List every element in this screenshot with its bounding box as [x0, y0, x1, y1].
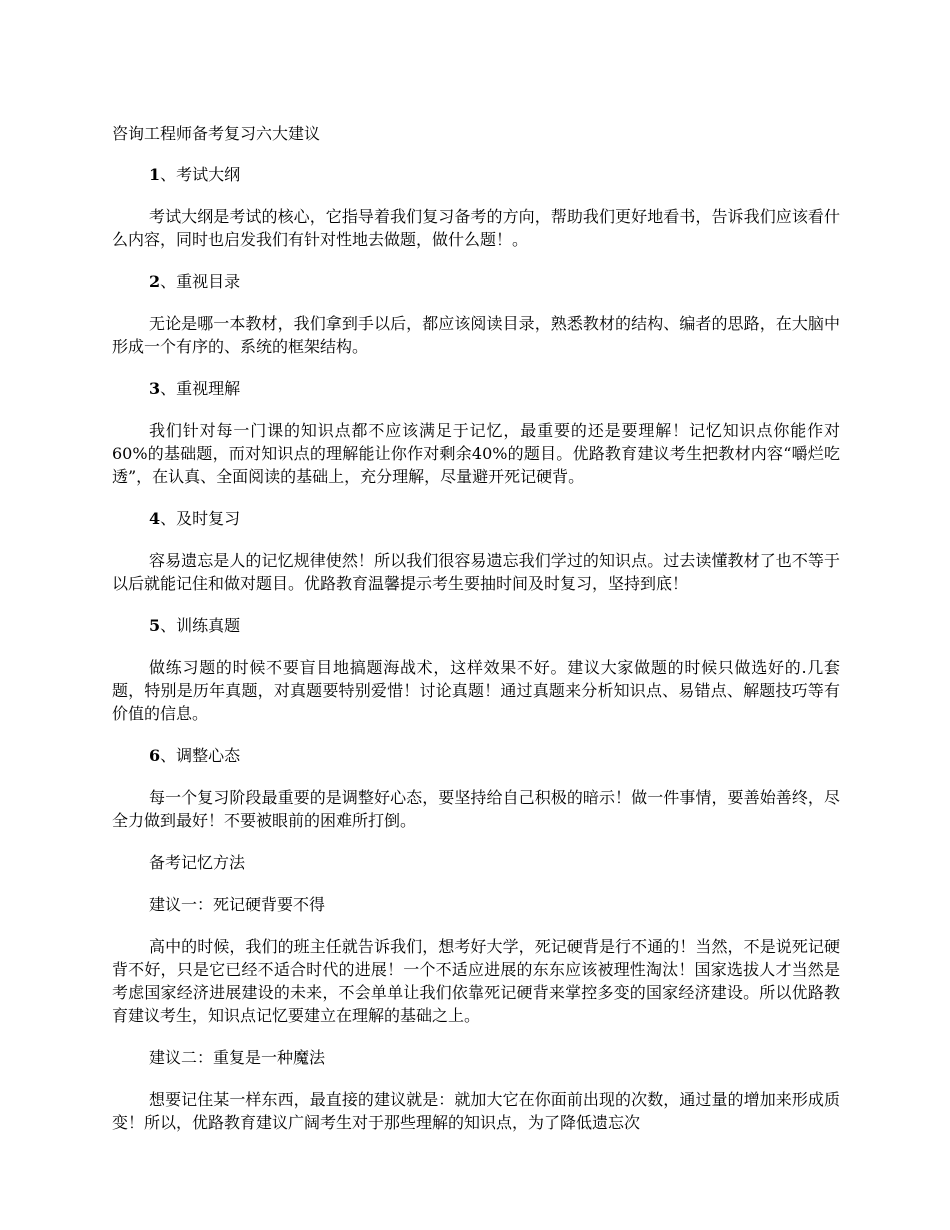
section-heading-text: 、重视理解	[160, 379, 241, 398]
section-body-2: 无论是哪一本教材，我们拿到手以后，都应该阅读目录，熟悉教材的结构、编者的思路，在大脑中形成一个有序的、系统的框架结构。	[112, 314, 840, 356]
section-number: 1	[149, 165, 161, 184]
section-number: 2	[149, 272, 161, 291]
section-heading-text: 、及时复习	[160, 509, 241, 528]
section-heading-text: 、考试大纲	[160, 165, 241, 184]
section-body-6: 每一个复习阶段最重要的是调整好心态，要坚持给自己积极的暗示！做一件事情，要善始善终，尽全力做到最好！不要被眼前的困难所打倒。	[112, 788, 840, 830]
suggestion-heading-2: 建议二：重复是一种魔法	[149, 1048, 326, 1067]
suggestion-body-2: 想要记住某一样东西，最直接的建议就是：就加大它在你面前出现的次数，通过量的增加来形成质变！所以，优路教育建议广阔考生对于那些理解的知识点，为了降低遗忘次	[112, 1090, 840, 1132]
section-heading-2	[112, 270, 840, 293]
section-body-1: 考试大纲是考试的核心，它指导着我们复习备考的方向，帮助我们更好地看书，告诉我们应该看什么内容，同时也启发我们有针对性地去做题，做什么题！。	[112, 207, 840, 249]
memory-methods-heading: 备考记忆方法	[149, 853, 246, 872]
section-heading-1	[112, 163, 840, 186]
suggestion-heading-1: 建议一：死记硬背要不得	[149, 895, 326, 914]
section-heading-5	[112, 614, 840, 637]
section-body-5: 做练习题的时候不要盲目地搞题海战术，这样效果不好。建议大家做题的时候只做选好的.几套题，特别是历年真题，对真题要特别爱惜！讨论真题！通过真题来分析知识点、易错点、解题技巧等有价值的信息。	[112, 658, 840, 723]
section-heading-text: 、调整心态	[160, 746, 241, 765]
section-heading-3	[112, 377, 840, 400]
section-body-3: 我们针对每一门课的知识点都不应该满足于记忆，最重要的还是要理解！记忆知识点你能作对60%的基础题，而对知识点的理解能让你作对剩余40%的题目。优路教育建议考生把教材内容“嚼烂吃透”，在认真、全面阅读的基础上，充分理解，尽量避开死记硬背。	[112, 421, 840, 486]
document-title: 咨询工程师备考复习六大建议	[112, 124, 321, 143]
section-number: 4	[149, 509, 161, 528]
section-heading-4	[112, 507, 840, 530]
section-body-4: 容易遗忘是人的记忆规律使然！所以我们很容易遗忘我们学过的知识点。过去读懂教材了也不等于以后就能记住和做对题目。优路教育温馨提示考生要抽时间及时复习，坚持到底！	[112, 551, 840, 593]
section-heading-text: 、训练真题	[160, 616, 241, 635]
section-number: 3	[149, 379, 161, 398]
suggestion-body-1: 高中的时候，我们的班主任就告诉我们，想考好大学，死记硬背是行不通的！当然，不是说死记硬背不好，只是它已经不适合时代的进展！一个不适应进展的东东应该被理性淘汰！国家选拔人才当然是考虑国家经济进展建设的未来，不会单单让我们依靠死记硬背来掌控多变的国家经济建设。所以优路教育建议考生，知识点记忆要建立在理解的基础之上。	[112, 937, 840, 1025]
section-number: 5	[149, 616, 161, 635]
section-number: 6	[149, 746, 161, 765]
section-heading-text: 、重视目录	[160, 272, 241, 291]
section-heading-6	[112, 744, 840, 767]
document-body	[112, 122, 840, 1153]
